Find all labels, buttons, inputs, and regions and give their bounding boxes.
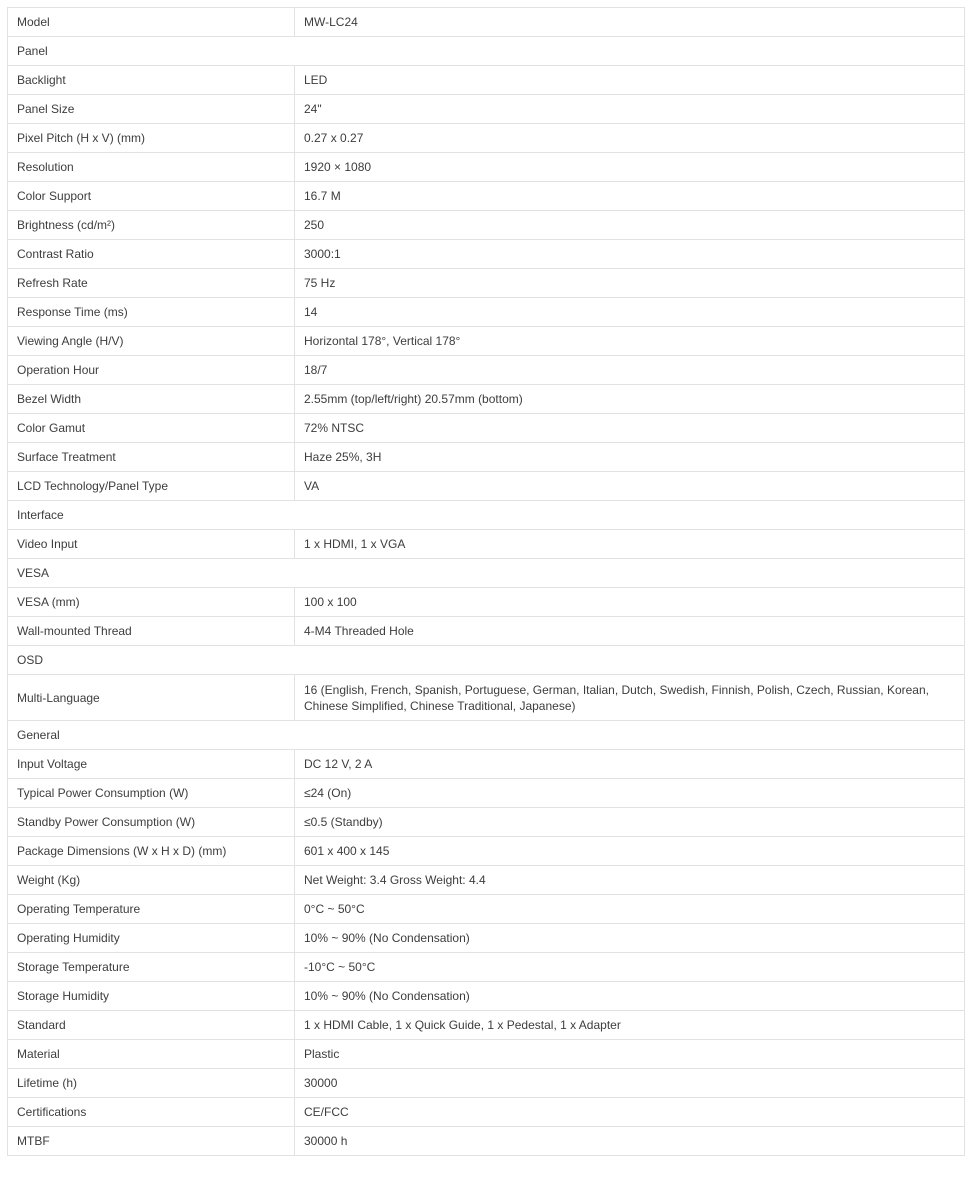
- spec-label: Backlight: [8, 66, 295, 95]
- spec-value: 250: [295, 211, 965, 240]
- section-header-label: OSD: [8, 646, 965, 675]
- spec-label: Lifetime (h): [8, 1069, 295, 1098]
- spec-value: 4-M4 Threaded Hole: [295, 617, 965, 646]
- spec-row: [8, 895, 965, 924]
- spec-row: [8, 837, 965, 866]
- spec-label: Brightness (cd/m²): [8, 211, 295, 240]
- section-header-row: [8, 501, 965, 530]
- spec-label: Operation Hour: [8, 356, 295, 385]
- spec-row: [8, 298, 965, 327]
- spec-value: 3000:1: [295, 240, 965, 269]
- spec-value: 601 x 400 x 145: [295, 837, 965, 866]
- spec-value: Horizontal 178°, Vertical 178°: [295, 327, 965, 356]
- section-header-row: [8, 646, 965, 675]
- spec-value: 75 Hz: [295, 269, 965, 298]
- spec-row: [8, 1098, 965, 1127]
- spec-value: ≤0.5 (Standby): [295, 808, 965, 837]
- spec-label: Operating Humidity: [8, 924, 295, 953]
- spec-value: Haze 25%, 3H: [295, 443, 965, 472]
- spec-row: [8, 675, 965, 721]
- spec-value: 18/7: [295, 356, 965, 385]
- section-header-label: Interface: [8, 501, 965, 530]
- spec-label: Wall-mounted Thread: [8, 617, 295, 646]
- spec-row: [8, 866, 965, 895]
- spec-label: Panel Size: [8, 95, 295, 124]
- spec-label: Material: [8, 1040, 295, 1069]
- spec-value: 14: [295, 298, 965, 327]
- specifications-table: [7, 7, 965, 1156]
- spec-value: 10% ~ 90% (No Condensation): [295, 982, 965, 1011]
- spec-value: LED: [295, 66, 965, 95]
- spec-value: CE/FCC: [295, 1098, 965, 1127]
- spec-value: MW-LC24: [295, 8, 965, 37]
- spec-label: Resolution: [8, 153, 295, 182]
- spec-row: [8, 8, 965, 37]
- spec-row: [8, 1069, 965, 1098]
- spec-value: 1920 × 1080: [295, 153, 965, 182]
- spec-value: 30000 h: [295, 1127, 965, 1156]
- spec-row: [8, 1040, 965, 1069]
- spec-label: Multi-Language: [8, 675, 295, 721]
- section-header-label: VESA: [8, 559, 965, 588]
- spec-label: Package Dimensions (W x H x D) (mm): [8, 837, 295, 866]
- spec-label: Input Voltage: [8, 750, 295, 779]
- spec-row: [8, 211, 965, 240]
- spec-row: [8, 269, 965, 298]
- spec-value: -10°C ~ 50°C: [295, 953, 965, 982]
- spec-value: 100 x 100: [295, 588, 965, 617]
- spec-row: [8, 1011, 965, 1040]
- spec-value: 10% ~ 90% (No Condensation): [295, 924, 965, 953]
- spec-value: 24": [295, 95, 965, 124]
- spec-label: Surface Treatment: [8, 443, 295, 472]
- section-header-row: [8, 559, 965, 588]
- spec-value: Net Weight: 3.4 Gross Weight: 4.4: [295, 866, 965, 895]
- spec-value: 16 (English, French, Spanish, Portuguese, German, Italian, Dutch, Swedish, Finnish, Polish, Czech, Russian, Korean, Chinese Simplified, Chinese Traditional, Japanese): [295, 675, 965, 721]
- spec-label: Storage Humidity: [8, 982, 295, 1011]
- spec-label: Model: [8, 8, 295, 37]
- spec-label: Color Support: [8, 182, 295, 211]
- spec-label: Bezel Width: [8, 385, 295, 414]
- spec-row: [8, 982, 965, 1011]
- spec-row: [8, 95, 965, 124]
- spec-row: [8, 327, 965, 356]
- spec-row: [8, 124, 965, 153]
- spec-row: [8, 1127, 965, 1156]
- section-header-row: [8, 721, 965, 750]
- section-header-row: [8, 37, 965, 66]
- spec-row: [8, 385, 965, 414]
- spec-row: [8, 953, 965, 982]
- spec-row: [8, 530, 965, 559]
- spec-label: Contrast Ratio: [8, 240, 295, 269]
- spec-row: [8, 414, 965, 443]
- spec-label: Certifications: [8, 1098, 295, 1127]
- spec-label: Standard: [8, 1011, 295, 1040]
- spec-label: Video Input: [8, 530, 295, 559]
- spec-row: [8, 779, 965, 808]
- spec-row: [8, 588, 965, 617]
- spec-row: [8, 617, 965, 646]
- spec-value: 16.7 M: [295, 182, 965, 211]
- spec-value: VA: [295, 472, 965, 501]
- spec-label: Weight (Kg): [8, 866, 295, 895]
- spec-label: Typical Power Consumption (W): [8, 779, 295, 808]
- spec-value: 0°C ~ 50°C: [295, 895, 965, 924]
- specifications-table-body: [8, 8, 965, 1156]
- spec-value: 1 x HDMI Cable, 1 x Quick Guide, 1 x Pedestal, 1 x Adapter: [295, 1011, 965, 1040]
- spec-label: VESA (mm): [8, 588, 295, 617]
- spec-label: LCD Technology/Panel Type: [8, 472, 295, 501]
- spec-value: Plastic: [295, 1040, 965, 1069]
- spec-label: Storage Temperature: [8, 953, 295, 982]
- spec-label: Pixel Pitch (H x V) (mm): [8, 124, 295, 153]
- spec-row: [8, 153, 965, 182]
- spec-label: MTBF: [8, 1127, 295, 1156]
- section-header-label: General: [8, 721, 965, 750]
- spec-row: [8, 443, 965, 472]
- spec-row: [8, 240, 965, 269]
- spec-label: Standby Power Consumption (W): [8, 808, 295, 837]
- spec-label: Viewing Angle (H/V): [8, 327, 295, 356]
- spec-value: 72% NTSC: [295, 414, 965, 443]
- spec-row: [8, 808, 965, 837]
- spec-row: [8, 750, 965, 779]
- spec-row: [8, 66, 965, 95]
- specifications-container: [7, 7, 965, 1156]
- spec-label: Response Time (ms): [8, 298, 295, 327]
- section-header-label: Panel: [8, 37, 965, 66]
- spec-label: Color Gamut: [8, 414, 295, 443]
- spec-value: 30000: [295, 1069, 965, 1098]
- spec-value: 0.27 x 0.27: [295, 124, 965, 153]
- spec-row: [8, 472, 965, 501]
- spec-value: DC 12 V, 2 A: [295, 750, 965, 779]
- spec-row: [8, 356, 965, 385]
- spec-label: Refresh Rate: [8, 269, 295, 298]
- spec-label: Operating Temperature: [8, 895, 295, 924]
- spec-value: 2.55mm (top/left/right) 20.57mm (bottom): [295, 385, 965, 414]
- spec-value: ≤24 (On): [295, 779, 965, 808]
- spec-row: [8, 924, 965, 953]
- spec-row: [8, 182, 965, 211]
- spec-value: 1 x HDMI, 1 x VGA: [295, 530, 965, 559]
